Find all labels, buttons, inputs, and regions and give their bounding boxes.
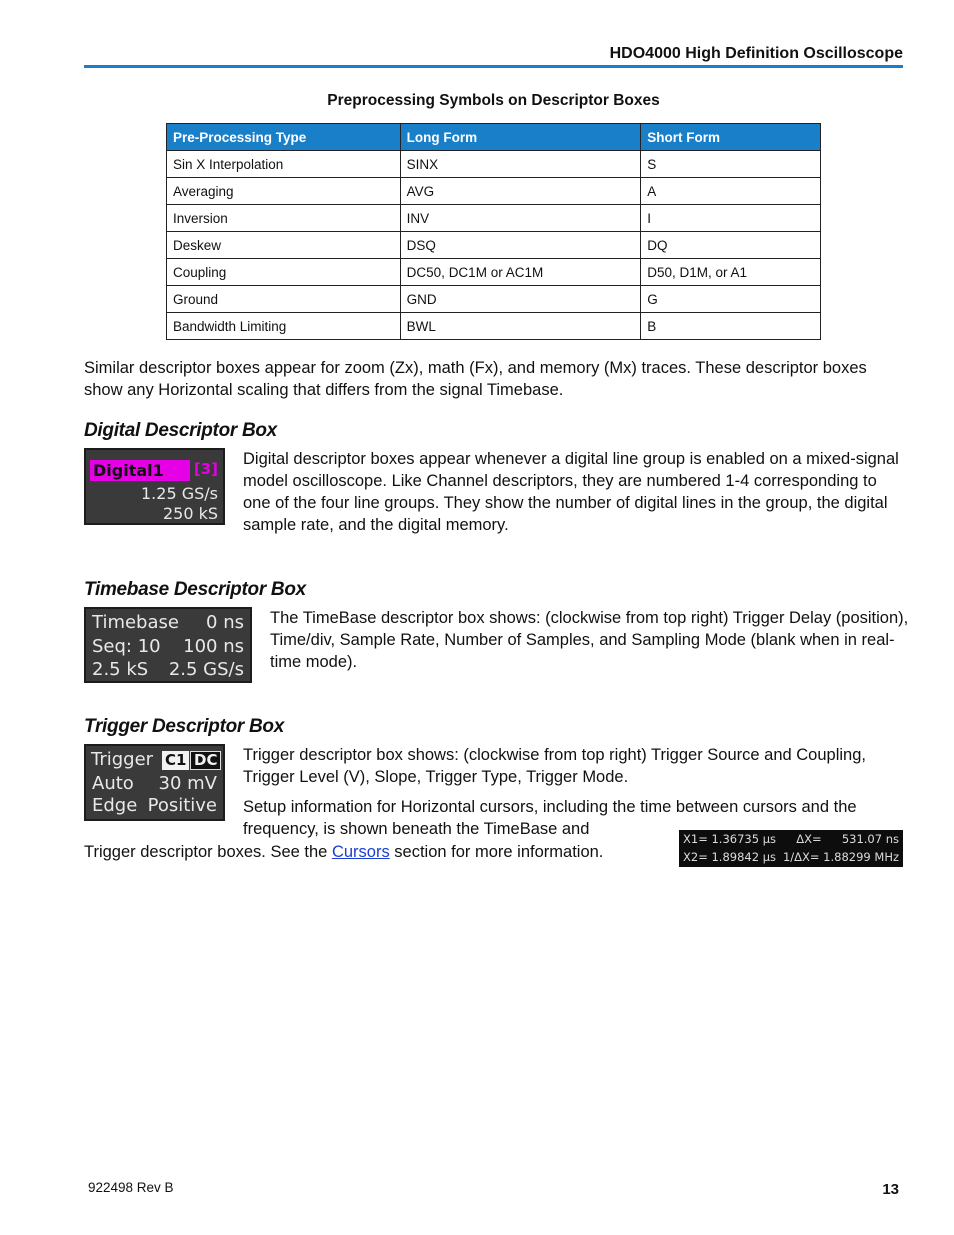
trigger-mode: Auto xyxy=(92,773,134,794)
trigger-paragraph: Trigger descriptor box shows: (clockwise from top right) Trigger Source and Coupling, Trigger Level (V), Slope, Trigger Type, Trigger Mode. xyxy=(243,746,866,786)
table-row xyxy=(167,232,821,259)
trigger-slope: Positive xyxy=(147,795,217,816)
table-cell: AVG xyxy=(400,178,641,205)
table-row xyxy=(167,286,821,313)
timebase-delay: 0 ns xyxy=(206,612,244,633)
table-cell: Deskew xyxy=(167,232,401,259)
table-row xyxy=(167,178,821,205)
cursors-text-post: section for more information. xyxy=(394,843,604,861)
table-cell: D50, D1M, or A1 xyxy=(641,259,821,286)
cursor-dx-label: ΔX= xyxy=(796,832,822,846)
table-cell: Inversion xyxy=(167,205,401,232)
trigger-coupling-badge: DC xyxy=(190,751,221,770)
timebase-samples: 2.5 kS xyxy=(92,659,149,680)
timebase-row-2 xyxy=(92,636,244,657)
table-cell: DC50, DC1M or AC1M xyxy=(400,259,641,286)
table-cell: S xyxy=(641,151,821,178)
page-header-title: HDO4000 High Definition Oscilloscope xyxy=(609,45,903,62)
table-header-row xyxy=(167,124,821,151)
timebase-tdiv: 100 ns xyxy=(183,636,244,657)
footer-page-number: 13 xyxy=(882,1181,899,1198)
header-rule xyxy=(84,65,903,68)
table-cell: GND xyxy=(400,286,641,313)
column-header: Short Form xyxy=(641,124,821,151)
digital-descriptor-image xyxy=(84,448,225,525)
cursors-link[interactable]: Cursors xyxy=(331,843,390,861)
trigger-type: Edge xyxy=(92,795,138,816)
table-cell: Bandwidth Limiting xyxy=(167,313,401,340)
trigger-label: Trigger xyxy=(91,749,154,770)
table-row xyxy=(167,313,821,340)
table-cell: Sin X Interpolation xyxy=(167,151,401,178)
trigger-row-3 xyxy=(92,795,217,816)
table-row xyxy=(167,259,821,286)
table-cell: G xyxy=(641,286,821,313)
cursor-x2: X2= 1.89842 µs xyxy=(683,850,777,864)
cursor-inverse-dx: 1/ΔX= 1.88299 MHz xyxy=(782,850,899,864)
cursors-text-pre: Trigger descriptor boxes. See the xyxy=(84,843,328,861)
footer-doc-number: 922498 Rev B xyxy=(88,1180,174,1195)
timebase-row-1 xyxy=(92,612,244,633)
table-cell: BWL xyxy=(400,313,641,340)
digital-label: Digital1 xyxy=(90,460,190,481)
digital-memory: 250 kS xyxy=(162,504,218,523)
table-cell: Coupling xyxy=(167,259,401,286)
table-cell: DSQ xyxy=(400,232,641,259)
trigger-heading: Trigger Descriptor Box xyxy=(84,716,284,737)
table-cell: A xyxy=(641,178,821,205)
cursor-readout-row-1 xyxy=(683,832,899,846)
table-cell: DQ xyxy=(641,232,821,259)
trigger-level: 30 mV xyxy=(158,773,217,794)
trigger-descriptor-image xyxy=(84,744,225,821)
digital-paragraph: Digital descriptor boxes appear whenever a digital line group is enabled on a mixed-signal model oscilloscope. Like Channel descriptors, they are numbered 1-4 corresponding to one of the four line groups. They show the number of digital lines in the group, the digital sample rate, and the digital memory. xyxy=(243,450,899,534)
timebase-paragraph: The TimeBase descriptor box shows: (clockwise from top right) Trigger Delay (position), Time/div, Sample Rate, Number of Samples, and Sampling Mode (blank when in real-time mode). xyxy=(270,609,909,671)
digital-sample-rate: 1.25 GS/s xyxy=(141,484,218,503)
cursor-readout-image xyxy=(679,830,903,867)
table-cell: Ground xyxy=(167,286,401,313)
timebase-descriptor-image xyxy=(84,607,252,683)
trigger-row-2 xyxy=(92,773,217,794)
table-row xyxy=(167,205,821,232)
trigger-source-badge: C1 xyxy=(162,751,189,770)
timebase-sample-rate: 2.5 GS/s xyxy=(168,659,244,680)
table-cell: I xyxy=(641,205,821,232)
column-header: Long Form xyxy=(400,124,641,151)
table-caption: Preprocessing Symbols on Descriptor Boxes xyxy=(327,92,660,109)
timebase-label: Timebase xyxy=(92,612,179,633)
table-cell: SINX xyxy=(400,151,641,178)
preprocessing-table xyxy=(166,123,821,340)
digital-heading: Digital Descriptor Box xyxy=(84,420,277,441)
timebase-row-3 xyxy=(92,659,244,680)
cursors-paragraph-line2 xyxy=(84,841,664,863)
cursor-dx-value: 531.07 ns xyxy=(841,832,899,846)
cursor-x1: X1= 1.36735 µs xyxy=(683,832,777,846)
table-cell: Averaging xyxy=(167,178,401,205)
table-row xyxy=(167,151,821,178)
table-cell: INV xyxy=(400,205,641,232)
timebase-mode: Seq: 10 xyxy=(92,636,161,657)
cursors-paragraph-line1: Setup information for Horizontal cursors, including the time between cursors and the frequency, is shown beneath the TimeBase and xyxy=(243,798,857,838)
table-cell: B xyxy=(641,313,821,340)
intro-paragraph: Similar descriptor boxes appear for zoom (Zx), math (Fx), and memory (Mx) traces. These descriptor boxes show any Horizontal scaling that differs from the signal Timebase. xyxy=(84,359,867,399)
digital-lines-count: [3] xyxy=(193,460,218,478)
column-header: Pre-Processing Type xyxy=(167,124,401,151)
cursor-readout-row-2 xyxy=(683,850,899,864)
timebase-heading: Timebase Descriptor Box xyxy=(84,579,306,600)
